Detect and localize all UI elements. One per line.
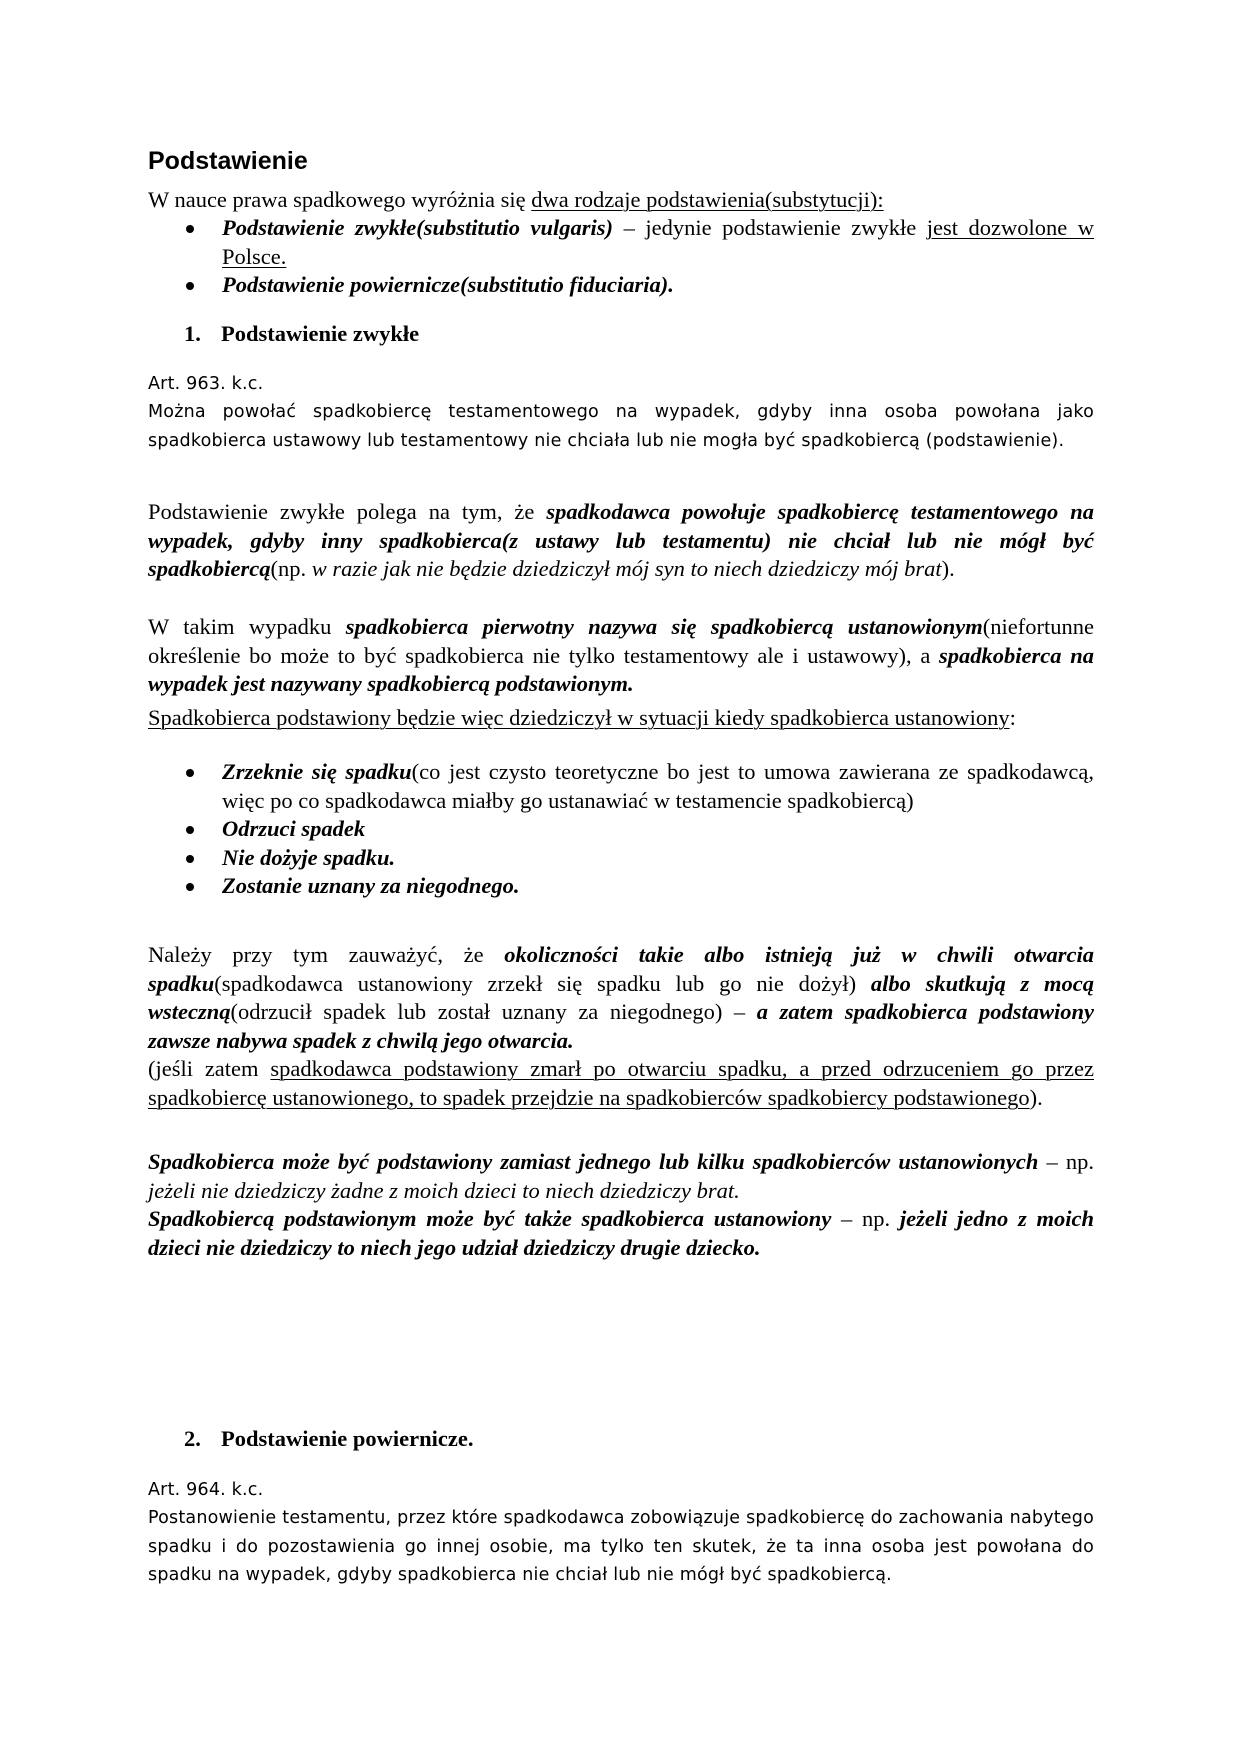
- article-text-963: Można powołać spadkobiercę testamentowego na wypadek, gdyby inna osoba powołana jako spadkobierca ustawowy lub testamentowy nie chciała lub nie mogła być spadkobiercą (podstawienie).: [148, 402, 1094, 451]
- section-heading-2: 2. Podstawienie powiernicze.: [184, 1426, 474, 1451]
- intro-underlined: dwa rodzaje podstawienia(substytucji):: [531, 187, 884, 212]
- paragraph-multiple-heirs: Spadkobierca może być podstawiony zamiast jednego lub kilku spadkobierców ustanowionych – np. jeżeli nie dziedziczy żadne z moich dzieci to niech dziedziczy brat. Spadkobiercą podstawionym może być także spadkobierca ustanowiony – np. jeżeli jedno z moich dzieci nie dziedziczy to niech jego udział dziedziczy drugie dziecko.: [148, 1149, 1094, 1260]
- list-item: Zostanie uznany za niegodnego.: [148, 872, 1094, 901]
- list-item: Odrzuci spadek: [148, 815, 1094, 844]
- intro-paragraph: W nauce prawa spadkowego wyróżnia się dwa rodzaje podstawienia(substytucji):: [148, 187, 884, 212]
- paragraph-terminology: W takim wypadku spadkobierca pierwotny nazywa się spadkobiercą ustanowionym(niefortunne określenie bo może to być spadkobierca nie tylko testamentowy ale i ustawowy), a spadkobierca na wypadek jest nazywany spadkobiercą podstawionym.: [148, 614, 1095, 697]
- substitution-types-list: [148, 214, 1094, 300]
- list-item: Nie dożyje spadku.: [148, 844, 1094, 873]
- list-item: Podstawienie zwykłe(substitutio vulgaris) – jedynie podstawienie zwykłe jest dozwolone w Polsce.: [148, 214, 1094, 271]
- paragraph-conditions-intro: Spadkobierca podstawiony będzie więc dziedziczył w sytuacji kiedy spadkobierca ustanowiony:: [148, 705, 1016, 730]
- article-text-964: Postanowienie testamentu, przez które spadkodawca zobowiązuje spadkobiercę do zachowania nabytego spadku i do pozostawienia go innej osobie, ma tylko ten skutek, że ta inna osoba jest powołana do spadku na wypadek, gdyby spadkobierca nie chciał lub nie mógł być spadkobiercą.: [148, 1508, 1094, 1586]
- article-ref-963: Art. 963. k.c.: [148, 374, 264, 394]
- list-item: Zrzeknie się spadku(co jest czysto teoretyczne bo jest to umowa zawierana ze spadkodawcą, więc po co spadkodawca miałby go ustanawiać w testamencie spadkobiercą): [148, 758, 1094, 815]
- paragraph-timing: Należy przy tym zauważyć, że okoliczności takie albo istnieją już w chwili otwarcia spadku(spadkodawca ustanowiony zrzekł się spadku lub go nie dożył) albo skutkują z mocą wsteczną(odrzucił spadek lub został uznany za niegodnego) – a zatem spadkobierca podstawiony zawsze nabywa spadek z chwilą jego otwarcia. (jeśli zatem spadkodawca podstawiony zmarł po otwarciu spadku, a przed odrzuceniem go przez spadkobiercę ustanowionego, to spadek przejdzie na spadkobierców spadkobiercy podstawionego).: [148, 942, 1094, 1110]
- article-ref-964: Art. 964. k.c.: [148, 1480, 264, 1500]
- section-heading-1: 1. Podstawienie zwykłe: [184, 321, 420, 346]
- paragraph-definition: Podstawienie zwykłe polega na tym, że spadkodawca powołuje spadkobiercę testamentowego na wypadek, gdyby inny spadkobierca(z ustawy lub testamentu) nie chciał lub nie mógł być spadkobiercą(np. w razie jak nie będzie dziedziczył mój syn to niech dziedziczy mój brat).: [148, 499, 1094, 582]
- list-item: Podstawienie powiernicze(substitutio fiduciaria).: [148, 271, 1094, 300]
- conditions-list: [148, 758, 1094, 901]
- document-title: Podstawienie: [148, 147, 308, 175]
